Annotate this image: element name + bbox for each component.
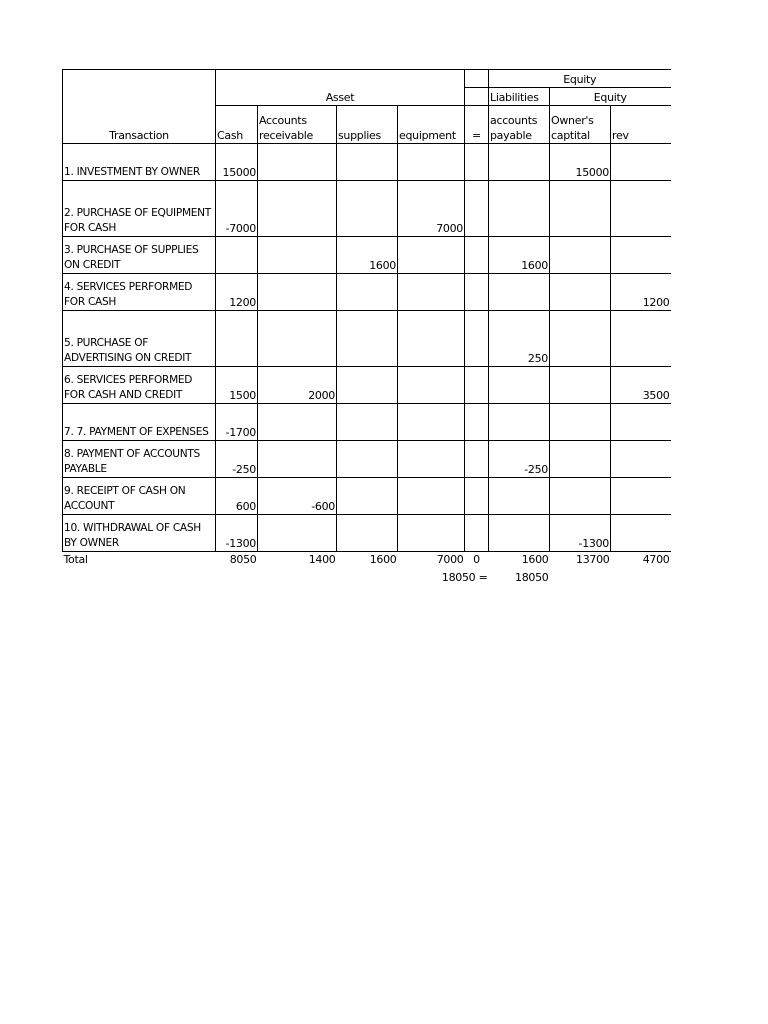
supplies-cell [337, 404, 398, 441]
rev-cell: 3500 [611, 367, 671, 404]
transaction-label: 10. WITHDRAWAL OF CASH BY OWNER [63, 515, 216, 552]
rev-cell: 1200 [611, 274, 671, 311]
equals-cell [465, 144, 489, 181]
transaction-label: 4. SERVICES PERFORMED FOR CASH [63, 274, 216, 311]
equipment-cell [398, 274, 465, 311]
accounts-receivable-cell [258, 237, 337, 274]
owners-capital-cell [550, 181, 611, 237]
equity-top-header: Equity [489, 70, 671, 88]
supplies-header: supplies [337, 106, 398, 144]
accounts-receivable-cell: 2000 [258, 367, 337, 404]
accounts-payable-cell [489, 404, 550, 441]
owners-capital-cell [550, 367, 611, 404]
table-row [63, 478, 671, 515]
accounts-receivable-cell [258, 404, 337, 441]
equipment-cell: 7000 [398, 181, 465, 237]
supplies-cell [337, 478, 398, 515]
transaction-label: 5. PURCHASE OF ADVERTISING ON CREDIT [63, 311, 216, 367]
accounts-payable-cell: -250 [489, 441, 550, 478]
table-row [63, 181, 671, 237]
equity-sub-header: Equity [550, 88, 671, 106]
owners-capital-cell [550, 404, 611, 441]
table-row [63, 311, 671, 367]
equals-cell [465, 237, 489, 274]
equipment-cell [398, 478, 465, 515]
cash-cell: -250 [216, 441, 258, 478]
transaction-label: 9. RECEIPT OF CASH ON ACCOUNT [63, 478, 216, 515]
rev-cell [611, 181, 671, 237]
asset-header: Asset [216, 70, 465, 106]
equals-header: = [465, 106, 489, 144]
owners-capital-cell [550, 274, 611, 311]
equipment-cell [398, 441, 465, 478]
accounts-receivable-cell [258, 441, 337, 478]
owners-capital-cell [550, 237, 611, 274]
equals-cell [465, 441, 489, 478]
rev-cell [611, 478, 671, 515]
table-row [63, 274, 671, 311]
supplies-cell [337, 515, 398, 552]
owners-capital-header: Owner's captital [550, 106, 611, 144]
total-equals: 0 [473, 553, 480, 566]
accounts-receivable-header: Accounts receivable [258, 106, 337, 144]
rev-cell [611, 441, 671, 478]
table-row [63, 441, 671, 478]
equals-cell [465, 367, 489, 404]
equipment-cell [398, 144, 465, 181]
accounts-payable-cell [489, 181, 550, 237]
rev-cell [611, 515, 671, 552]
cash-cell: 15000 [216, 144, 258, 181]
accounts-payable-cell [489, 478, 550, 515]
transaction-label: 6. SERVICES PERFORMED FOR CASH AND CREDIT [63, 367, 216, 404]
supplies-cell [337, 144, 398, 181]
rev-cell [611, 144, 671, 181]
accounts-payable-cell: 1600 [489, 237, 550, 274]
owners-capital-cell [550, 478, 611, 515]
equals-blank-top [465, 70, 489, 88]
total-accounts-payable: 1600 [521, 553, 549, 566]
total-supplies: 1600 [369, 553, 397, 566]
accounts-receivable-cell [258, 181, 337, 237]
total-equipment: 7000 [436, 553, 464, 566]
accounting-equation-table [62, 69, 671, 588]
total-accounts-receivable: 1400 [308, 553, 336, 566]
rev-header: rev [611, 106, 671, 144]
owners-capital-cell: 15000 [550, 144, 611, 181]
cash-cell: 1200 [216, 274, 258, 311]
table-row [63, 367, 671, 404]
supplies-cell [337, 181, 398, 237]
equals-cell [465, 181, 489, 237]
equipment-cell [398, 237, 465, 274]
table-row [63, 237, 671, 274]
equals-cell [465, 515, 489, 552]
equals-cell [465, 404, 489, 441]
table-row [63, 144, 671, 181]
rev-cell [611, 311, 671, 367]
transaction-label: 1. INVESTMENT BY OWNER [63, 144, 216, 181]
supplies-cell [337, 311, 398, 367]
cash-cell: -7000 [216, 181, 258, 237]
transaction-label: 3. PURCHASE OF SUPPLIES ON CREDIT [63, 237, 216, 274]
supplies-cell [337, 274, 398, 311]
accounts-payable-cell [489, 144, 550, 181]
equipment-header: equipment [398, 106, 465, 144]
rev-cell [611, 237, 671, 274]
accounts-payable-header: accounts payable [489, 106, 550, 144]
owners-capital-cell: -1300 [550, 515, 611, 552]
transaction-label: 8. PAYMENT OF ACCOUNTS PAYABLE [63, 441, 216, 478]
cash-cell [216, 311, 258, 367]
header-row-1 [63, 70, 671, 88]
accounts-receivable-cell [258, 311, 337, 367]
transaction-header: Transaction [63, 70, 216, 144]
accounts-payable-cell [489, 367, 550, 404]
spreadsheet [62, 69, 671, 588]
table-row [63, 515, 671, 552]
owners-capital-cell [550, 311, 611, 367]
equipment-cell [398, 367, 465, 404]
accounts-payable-cell [489, 274, 550, 311]
owners-capital-cell [550, 441, 611, 478]
equals-cell [465, 274, 489, 311]
grand-total-row [63, 570, 671, 588]
transaction-label: 7. 7. PAYMENT OF EXPENSES [63, 404, 216, 441]
grand-total-assets: 18050 = [441, 570, 488, 584]
equals-blank-mid [465, 88, 489, 106]
accounts-receivable-cell: -600 [258, 478, 337, 515]
cash-cell [216, 237, 258, 274]
cash-header: Cash [216, 106, 258, 144]
total-cash: 8050 [229, 553, 257, 566]
cash-cell: 600 [216, 478, 258, 515]
equipment-cell [398, 404, 465, 441]
transaction-label: 2. PURCHASE OF EQUIPMENT FOR CASH [63, 181, 216, 237]
total-label: Total [63, 553, 88, 566]
equipment-cell [398, 515, 465, 552]
table-row [63, 404, 671, 441]
equals-cell [465, 478, 489, 515]
supplies-cell [337, 441, 398, 478]
rev-cell [611, 404, 671, 441]
total-rev: 4700 [642, 553, 670, 566]
accounts-payable-cell: 250 [489, 311, 550, 367]
total-owners-capital: 13700 [576, 553, 610, 566]
accounts-receivable-cell [258, 515, 337, 552]
cash-cell: 1500 [216, 367, 258, 404]
equals-cell [465, 311, 489, 367]
liabilities-header: Liabilities [489, 88, 550, 106]
equipment-cell [398, 311, 465, 367]
accounts-receivable-cell [258, 274, 337, 311]
accounts-receivable-cell [258, 144, 337, 181]
cash-cell: -1300 [216, 515, 258, 552]
accounts-payable-cell [489, 515, 550, 552]
grand-total-liabilities-equity: 18050 [515, 570, 549, 584]
supplies-cell: 1600 [337, 237, 398, 274]
supplies-cell [337, 367, 398, 404]
cash-cell: -1700 [216, 404, 258, 441]
total-row [63, 552, 671, 570]
